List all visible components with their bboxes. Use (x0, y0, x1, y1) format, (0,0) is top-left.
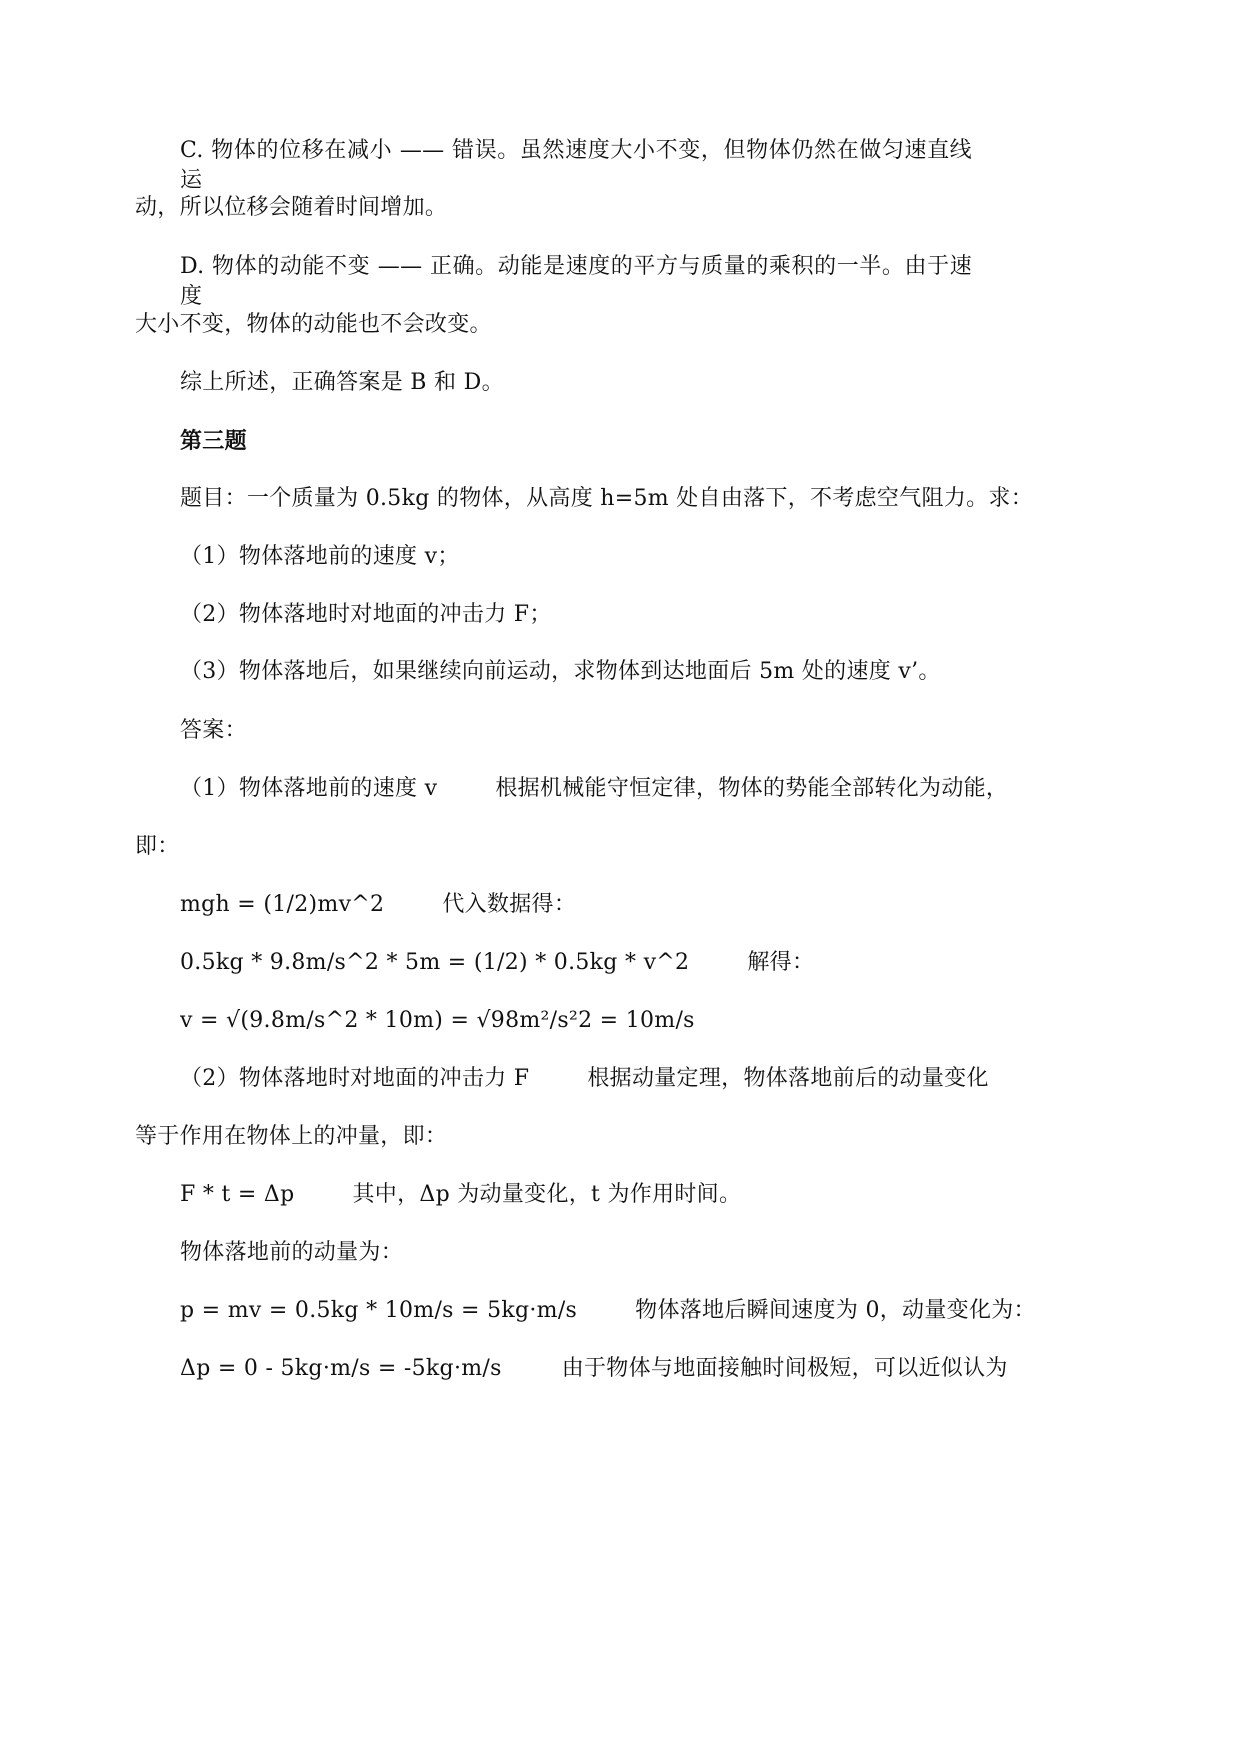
question-line: 题目：一个质量为 0.5kg 的物体，从高度 h=5m 处自由落下，不考虑空气阻力。求： (180, 486, 1034, 511)
question-part-3: （3）物体落地后，如果继续向前运动，求物体到达地面后 5m 处的速度 v’。 (180, 659, 941, 684)
energy-equation: mgh = (1/2)mv^2 (180, 892, 385, 917)
answer-2-label: （2）物体落地时对地面的冲击力 F (180, 1066, 530, 1091)
energy-equation-line (180, 890, 576, 920)
momentum-change-note: 由于物体与地面接触时间极短，可以近似认为 (561, 1356, 1008, 1381)
answer-1-label: （1）物体落地前的速度 v (180, 776, 438, 801)
momentum-equation-line (180, 1296, 1036, 1326)
answer-label: 答案： (180, 718, 247, 743)
momentum-change-equation: Δp = 0 - 5kg·m/s = -5kg·m/s (180, 1356, 502, 1381)
impulse-equation-note: 其中，Δp 为动量变化，t 为作用时间。 (352, 1182, 742, 1207)
answer-1-line-2: 即： (135, 834, 180, 859)
answer-2-explanation: 根据动量定理，物体落地前后的动量变化 (587, 1066, 989, 1091)
answer-1-explanation: 根据机械能守恒定律，物体的势能全部转化为动能， (495, 776, 1009, 801)
energy-equation-note: 代入数据得： (442, 892, 577, 917)
option-d-line-1: D. 物体的动能不变 —— 正确。动能是速度的平方与质量的乘积的一半。由于速度 (180, 254, 972, 309)
summary-line: 综上所述，正确答案是 B 和 D。 (180, 370, 504, 395)
answer-1-line-1 (180, 774, 1009, 804)
section-heading: 第三题 (180, 428, 247, 454)
answer-2-line-1 (180, 1064, 989, 1094)
substitution-note: 解得： (747, 950, 815, 975)
impulse-equation-line (180, 1180, 741, 1210)
question-part-2: （2）物体落地时对地面的冲击力 F； (180, 602, 552, 627)
answer-2-line-2: 等于作用在物体上的冲量，即： (135, 1124, 448, 1149)
option-c-line-1: C. 物体的位移在减小 —— 错误。虽然速度大小不变，但物体仍然在做匀速直线运 (180, 138, 972, 193)
momentum-equation-note: 物体落地后瞬间速度为 0，动量变化为： (635, 1298, 1036, 1323)
momentum-intro-line: 物体落地前的动量为： (180, 1240, 404, 1265)
option-d-line-2: 大小不变，物体的动能也不会改变。 (135, 312, 492, 337)
option-c-line-2: 动，所以位移会随着时间增加。 (135, 195, 448, 220)
momentum-change-line (180, 1354, 1008, 1384)
question-part-1: （1）物体落地前的速度 v； (180, 544, 460, 569)
velocity-result-line: v = √(9.8m/s^2 * 10m) = √98m²/s²2 = 10m/s (180, 1008, 695, 1033)
substitution-line (180, 948, 814, 978)
momentum-equation: p = mv = 0.5kg * 10m/s = 5kg·m/s (180, 1298, 578, 1323)
substitution-equation: 0.5kg * 9.8m/s^2 * 5m = (1/2) * 0.5kg * v^2 (180, 950, 690, 975)
impulse-equation: F * t = Δp (180, 1182, 295, 1207)
